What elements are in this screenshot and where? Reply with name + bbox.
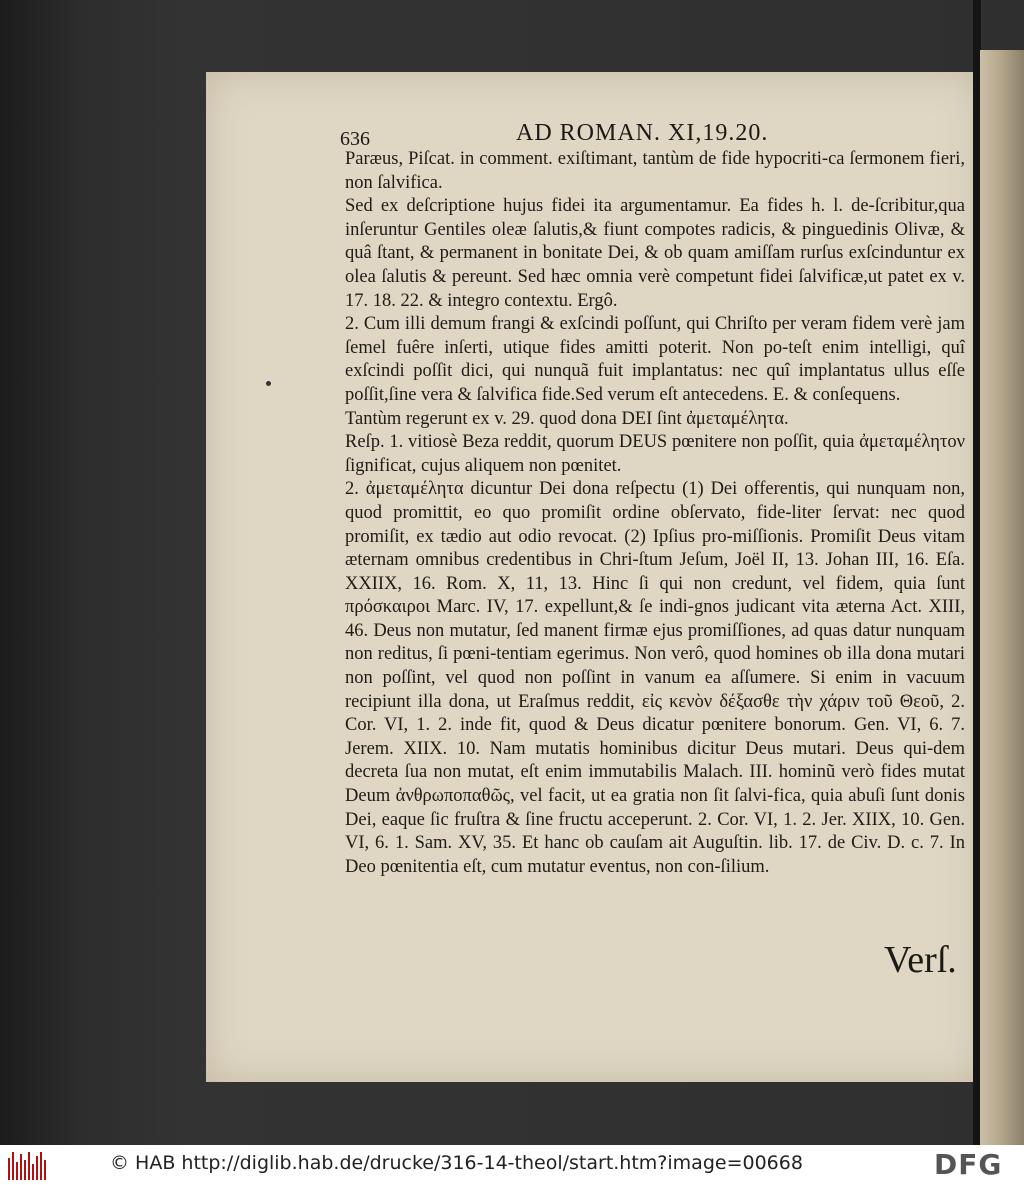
running-head: AD ROMAN. XI,19.20. xyxy=(516,120,769,146)
source-url[interactable]: © HAB http://diglib.hab.de/drucke/316-14-theol/start.htm?image=00668 xyxy=(110,1152,803,1174)
paragraph: Sed ex deſcriptione hujus fidei ita argumentamur. Ea fides h. l. de-ſcribitur,qua inſeruntur Gentiles oleæ ſalutis,& fiunt compotes radicis, & pinguedinis Olivæ, & quâ ſtant, & permanent in bonitate Dei, & ob quam amiſſam rurſus exſcinduntur ex olea ſalutis & pereunt. Sed hæc omnia verè competunt fidei ſalvificæ,ut patet ex v. 17. 18. 22. & integro contextu. Ergô. xyxy=(345,196,965,311)
paragraph: Tantùm regerunt ex v. 29. quod dona DEI ſint ἀμεταμέλητα. xyxy=(345,408,789,429)
ink-mark xyxy=(266,381,271,386)
paragraph: 2. Cum illi demum frangi & exſcindi poſſunt, qui Chriſto per veram fidem verè jam ſemel fuêre inſerti, utique fides amitti poterit. Non po-teſt enim intelligi, quî exſcindi poſſit dici, qui nunquã fuit implantatus: nec quî implantatus ullus eſſe poſſit,ſine vera & ſalvifica fide.Sed verum eſt antecedens. E. & conſequens. xyxy=(345,314,965,405)
facing-page-edge xyxy=(980,50,1024,1145)
hab-barcode-logo-icon[interactable] xyxy=(8,1150,48,1180)
paragraph: 2. ἀμεταμέλητα dicuntur Dei dona reſpectu (1) Dei offerentis, qui nunquam non, quod promittit, eo quo promiſit ordine obſervato, fide-liter ſervat: nec quod promiſit, ex tædio aut odio revocat. (2) Ipſius pro-miſſionis. Promiſit Deus vitam æternam omnibus credentibus in Chri-ſtum Jeſum, Joël II, 13. Johan III, 16. Eſa. XXIIX, 16. Rom. X, 11, 13. Hinc ſi qui non credunt, vel fidem, quia ſunt πρόσκαιροι Marc. IV, 17. expellunt,& ſe indi-gnos judicant vita æterna Act. XIII, 46. Deus non mutatur, ſed manent firmæ ejus promiſſiones, ad quas datur nunquam non reditus, ſi pœni-tentiam egerimus. Non verô, quod homines ob illa dona mutari non poſſint, vel quod non poſſint in vanum ea aſſumere. Si enim in vacuum recipiunt illa dona, ut Eraſmus reddit, εἰς κενὸν δέξασθε τὴν χάριν τοῦ Θεοῦ, 2. Cor. VI, 1. 2. inde fit, quod & Deus dicatur pœnitere bonorum. Gen. VI, 6. 7. Jerem. XIIX. 10. Nam mutatis hominibus dicitur Deus mutari. Deus qui-dem decreta ſua non mutat, eſt enim immutabilis Malach. III. hominũ verò fides mutat Deum ἀνθρωποπαθῶς, vel facit, ut ea gratia non ſit ſalvi-fica, quia abuſi ſunt donis Dei, eaque ſic fruſtra & ſine fructu acceperunt. 2. Cor. VI, 1. 2. Jer. XIIX, 10. Gen. VI, 6. 1. Sam. XV, 35. Et hanc ob cauſam ait Auguſtin. lib. 17. de Civ. D. c. 7. In Deo pœnitentia eſt, cum mutatur eventus, non con-ſilium. xyxy=(345,479,965,877)
page-number: 636 xyxy=(340,128,370,150)
body-text xyxy=(345,148,965,879)
paragraph: Reſp. 1. vitiosè Beza reddit, quorum DEUS pœnitere non poſſit, quia ἀμεταμέλητον ſignificat, cujus aliquem non pœnitet. xyxy=(345,432,965,476)
catchword: Verſ. xyxy=(884,939,957,981)
dfg-logo-icon[interactable]: DFG xyxy=(934,1148,1003,1181)
paragraph: Paræus, Piſcat. in comment. exiſtimant, tantùm de fide hypocriti-ca ſermonem fieri, non ſalvifica. xyxy=(345,149,965,193)
